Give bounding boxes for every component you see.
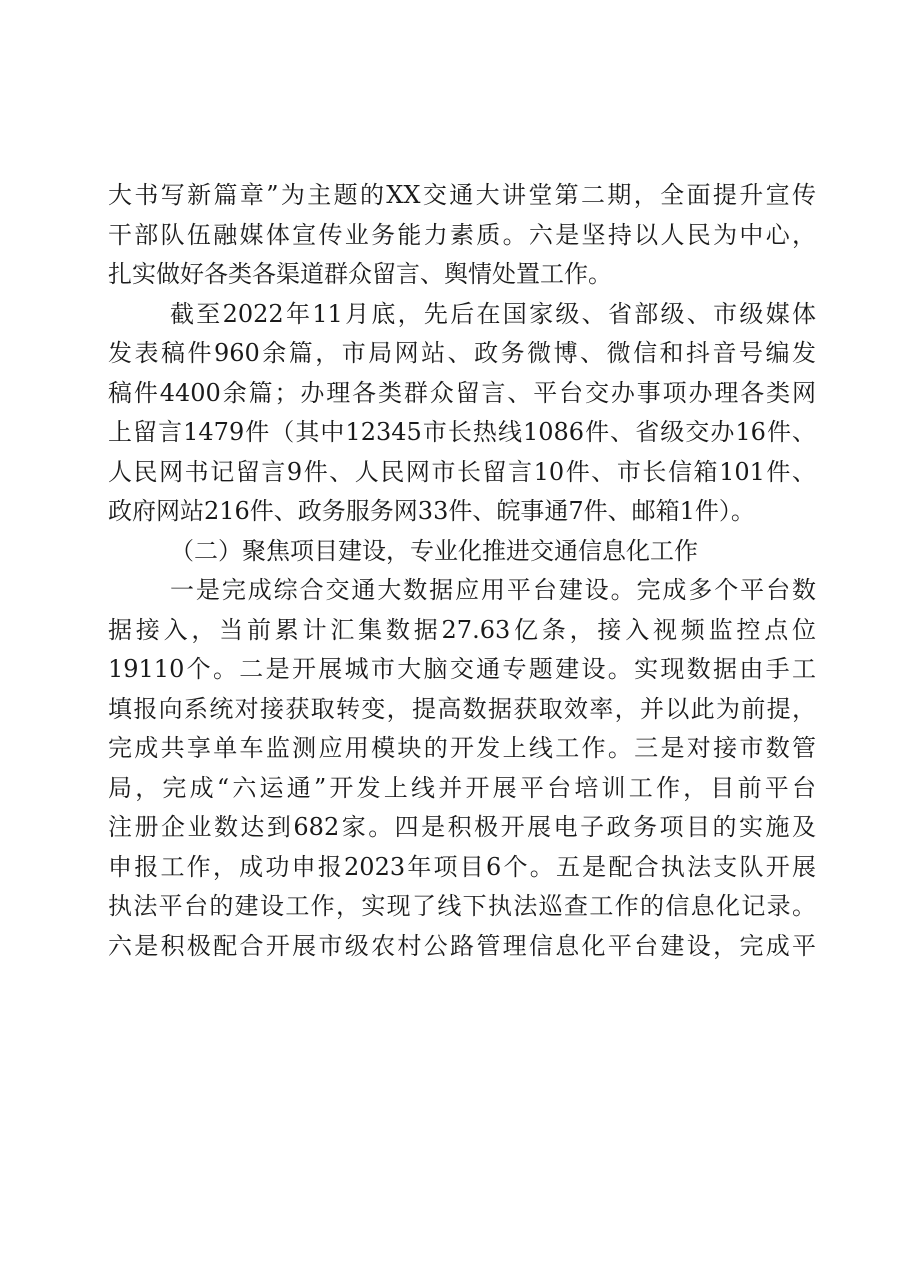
text-line: 六是积极配合开展市级农村公路管理信息化平台建设，完成平 (108, 931, 816, 960)
text-line: 一是完成综合交通大数据应用平台建设。完成多个平台数 (170, 576, 816, 604)
text-line: 扎实做好各类各渠道群众留言、舆情处置工作。 (108, 260, 612, 288)
text-line: 填报向系统对接获取转变，提高数据获取效率，并以此为前提， (108, 694, 816, 723)
text-line: 据接入，当前累计汇集数据27.63亿条，接入视频监控点位 (108, 615, 816, 644)
text-line: 大书写新篇章”为主题的XX交通大讲堂第二期，全面提升宣传 (108, 181, 816, 209)
paragraph-statistics (108, 295, 816, 532)
paragraph-continuation (108, 176, 816, 295)
text-line: 19110个。二是开展城市大脑交通专题建设。实现数据由手工 (108, 655, 816, 683)
text-line: 稿件4400余篇；办理各类群众留言、平台交办事项办理各类网 (108, 378, 816, 407)
section-heading (108, 532, 816, 572)
text-line: 上留言1479件（其中12345市长热线1086件、省级交办16件、 (108, 418, 816, 446)
text-line: 完成共享单车监测应用模块的开发上线工作。三是对接市数管 (108, 734, 816, 762)
text-line: 政府网站216件、政务服务网33件、皖事通7件、邮箱1件）。 (108, 497, 755, 525)
text-line: 截至2022年11月底，先后在国家级、省部级、市级媒体 (170, 299, 816, 328)
heading-line: （二）聚焦项目建设，专业化推进交通信息化工作 (170, 536, 698, 565)
text-line: 发表稿件960余篇，市局网站、政务微博、微信和抖音号编发 (108, 339, 816, 367)
text-line: 干部队伍融媒体宣传业务能力素质。六是坚持以人民为中心， (108, 220, 816, 249)
text-line: 执法平台的建设工作，实现了线下执法巡查工作的信息化记录。 (108, 892, 816, 920)
paragraph-project-construction (108, 571, 816, 966)
text-line: 申报工作，成功申报2023年项目6个。五是配合执法支队开展 (108, 852, 816, 881)
text-line: 局，完成“六运通”开发上线并开展平台培训工作，目前平台 (108, 773, 816, 802)
document-body (108, 176, 816, 966)
text-line: 注册企业数达到682家。四是积极开展电子政务项目的实施及 (108, 813, 816, 841)
text-line: 人民网书记留言9件、人民网市长留言10件、市长信箱101件、 (108, 457, 816, 486)
